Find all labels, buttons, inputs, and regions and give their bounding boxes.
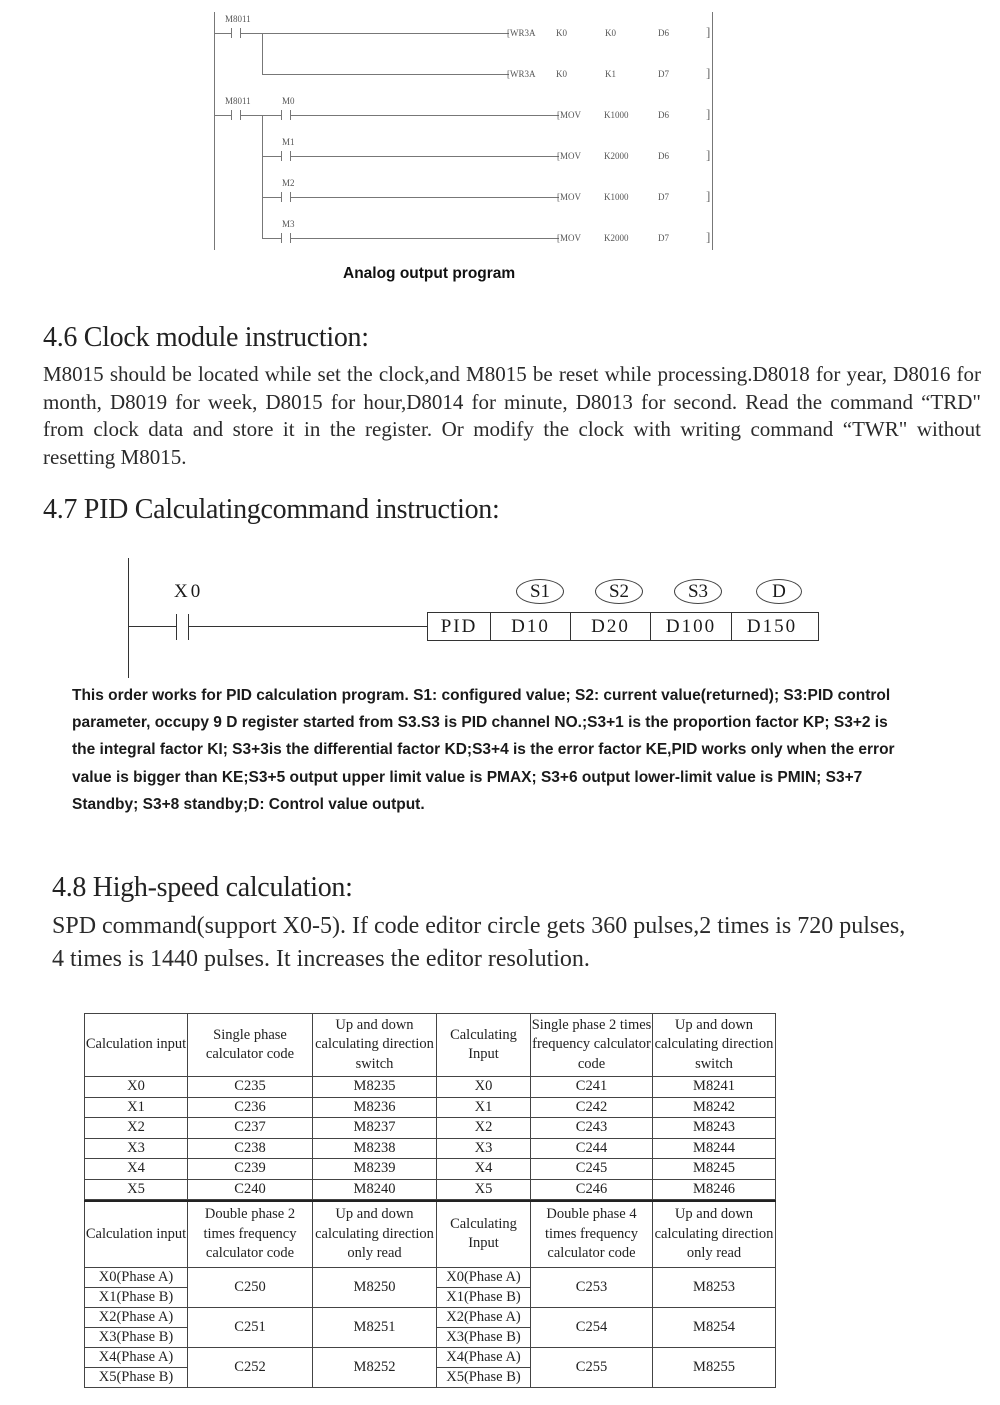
section-body-4-7: This order works for PID calculation program. S1: configured value; S2: current value(returned); S3:PID control parameter, occupy 9 D register started from S3.S3 is PID channel NO.;S3+1 is the proportion factor KP; S3+2 is the integral factor KI; S3+3is the differential factor KD;S3+4 is the error factor KE,PID works only when the error value is bigger than KE;S3+5 output upper limit value is PMAX; S3+6 output lower-limit value is PMIN; S3+7 Standby; S3+8 standby;D: Control value output.	[72, 687, 895, 813]
table-cell: M8240	[313, 1179, 437, 1200]
table-cell: X5	[437, 1179, 531, 1200]
section-body-4-8: SPD command(support X0-5). If code editor circle gets 360 pulses,2 times is 720 pulses, 4 times is 1440 pulses. It increases the editor resolution.	[52, 913, 906, 972]
instruction: [WR3A	[507, 28, 536, 38]
table-cell: C255	[531, 1347, 653, 1387]
figure-caption: Analog output program	[343, 265, 516, 282]
no-contact-icon	[281, 233, 291, 243]
table-cell: X4	[85, 1159, 188, 1180]
section-heading-4-7: 4.7 PID Calculatingcommand instruction:	[43, 494, 500, 525]
contact-label: M2	[282, 178, 295, 188]
rung-wire	[214, 115, 559, 116]
table-cell: M8252	[313, 1347, 437, 1387]
bracket-close-icon: ]	[706, 106, 711, 121]
operand: D7	[658, 69, 669, 79]
rung-wire	[214, 33, 509, 34]
instruction-name: MOV	[560, 151, 582, 161]
instruction-name: MOV	[560, 110, 582, 120]
table-cell: M8241	[653, 1077, 776, 1098]
operand: K0	[556, 69, 567, 79]
instruction: [MOV	[557, 151, 582, 161]
header-cell: Up and down calculating direction switch	[313, 1014, 437, 1077]
table-cell: X3	[85, 1138, 188, 1159]
rung-wire	[262, 238, 559, 239]
table-cell: C238	[188, 1138, 313, 1159]
header-cell: Single phase calculator code	[188, 1014, 313, 1077]
table-header-row	[85, 1201, 776, 1267]
section-heading-4-6: 4.6 Clock module instruction:	[43, 322, 369, 353]
table-cell: C236	[188, 1097, 313, 1118]
table-cell: C251	[188, 1307, 313, 1347]
table-cell: M8246	[653, 1179, 776, 1200]
header-cell: Single phase 2 times frequency calculator code	[531, 1014, 653, 1077]
table-cell: X2(Phase A)	[437, 1307, 531, 1327]
table-row	[85, 1307, 776, 1327]
table-cell: X5(Phase B)	[85, 1367, 188, 1387]
rung-wire	[262, 197, 559, 198]
bracket-close-icon: ]	[706, 65, 711, 80]
operand: K1	[605, 69, 616, 79]
instruction: [MOV	[557, 110, 582, 120]
table-cell: M8250	[313, 1267, 437, 1307]
contact-label: M1	[282, 137, 295, 147]
table-cell: C242	[531, 1097, 653, 1118]
table-cell: M8238	[313, 1138, 437, 1159]
instruction: [WR3A	[507, 69, 536, 79]
pid-cell: D10	[491, 613, 571, 640]
table-cell: X1	[85, 1097, 188, 1118]
operand: K0	[605, 28, 616, 38]
table-cell: X5	[85, 1179, 188, 1200]
table-cell: C250	[188, 1267, 313, 1307]
operand: D7	[658, 233, 669, 243]
header-cell: Double phase 2 times frequency calculator code	[188, 1201, 313, 1267]
instruction-name: WR3A	[510, 28, 536, 38]
branch-wire	[262, 33, 263, 74]
header-cell: Up and down calculating direction only read	[313, 1201, 437, 1267]
table-cell: X0	[437, 1077, 531, 1098]
rung-wire	[262, 156, 559, 157]
table-cell: X1(Phase B)	[437, 1287, 531, 1307]
counter-table-single-phase	[84, 1013, 776, 1200]
operand-label-s2: S2	[595, 579, 643, 604]
header-cell: Calculation input	[85, 1201, 188, 1267]
operand: D6	[658, 110, 669, 120]
pid-cell: D100	[651, 613, 732, 640]
table-cell: M8236	[313, 1097, 437, 1118]
rung-wire	[128, 626, 428, 627]
table-cell: X2	[437, 1118, 531, 1139]
operand: D6	[658, 28, 669, 38]
table-row	[85, 1179, 776, 1200]
instruction-name: MOV	[560, 233, 582, 243]
table-row	[85, 1347, 776, 1367]
no-contact-icon	[281, 192, 291, 202]
bracket-close-icon: ]	[706, 188, 711, 203]
branch-wire	[262, 115, 263, 238]
operand-label-s3: S3	[674, 579, 722, 604]
operand: K1000	[604, 110, 629, 120]
no-contact-icon	[281, 110, 291, 120]
table-cell: M8242	[653, 1097, 776, 1118]
table-header-row	[85, 1014, 776, 1077]
header-cell: Calculation input	[85, 1014, 188, 1077]
table-cell: X4	[437, 1159, 531, 1180]
table-cell: M8243	[653, 1118, 776, 1139]
table-cell: X1	[437, 1097, 531, 1118]
table-row	[85, 1118, 776, 1139]
table-cell: X5(Phase B)	[437, 1367, 531, 1387]
operand: K1000	[604, 192, 629, 202]
operand: K2000	[604, 233, 629, 243]
left-power-rail	[128, 558, 129, 678]
table-cell: X1(Phase B)	[85, 1287, 188, 1307]
table-cell: M8239	[313, 1159, 437, 1180]
table-cell: C253	[531, 1267, 653, 1307]
bracket-close-icon: ]	[706, 147, 711, 162]
table-cell: C241	[531, 1077, 653, 1098]
table-cell: M8253	[653, 1267, 776, 1307]
rung-wire	[262, 74, 509, 75]
table-cell: C235	[188, 1077, 313, 1098]
table-cell: C252	[188, 1347, 313, 1387]
pid-instruction-box	[427, 612, 819, 641]
contact-label: M8011	[225, 14, 251, 24]
operand: D7	[658, 192, 669, 202]
table-cell: X0(Phase A)	[437, 1267, 531, 1287]
instruction-name: WR3A	[510, 69, 536, 79]
table-cell: X0	[85, 1077, 188, 1098]
pid-cell: PID	[428, 613, 491, 640]
header-cell: Up and down calculating direction only read	[653, 1201, 776, 1267]
counter-table-double-phase	[84, 1200, 776, 1388]
operand: K2000	[604, 151, 629, 161]
table-cell: X4(Phase A)	[85, 1347, 188, 1367]
table-cell: C254	[531, 1307, 653, 1347]
contact-label: M8011	[225, 96, 251, 106]
header-cell: Up and down calculating direction switch	[653, 1014, 776, 1077]
table-cell: C246	[531, 1179, 653, 1200]
no-contact-icon	[281, 151, 291, 161]
table-row	[85, 1267, 776, 1287]
table-cell: X3(Phase B)	[437, 1327, 531, 1347]
table-cell: M8251	[313, 1307, 437, 1347]
table-row	[85, 1159, 776, 1180]
table-cell: C239	[188, 1159, 313, 1180]
table-cell: X4(Phase A)	[437, 1347, 531, 1367]
contact-label: X0	[174, 581, 204, 602]
table-cell: M8244	[653, 1138, 776, 1159]
instruction: [MOV	[557, 192, 582, 202]
bracket-close-icon: ]	[706, 24, 711, 39]
table-cell: C244	[531, 1138, 653, 1159]
no-contact-icon	[231, 110, 241, 120]
operand-label-s1: S1	[516, 579, 564, 604]
header-cell: Calculating Input	[437, 1201, 531, 1267]
table-cell: M8237	[313, 1118, 437, 1139]
table-cell: X3	[437, 1138, 531, 1159]
table-row	[85, 1077, 776, 1098]
contact-label: M0	[282, 96, 295, 106]
table-cell: X2(Phase A)	[85, 1307, 188, 1327]
instruction: [MOV	[557, 233, 582, 243]
table-cell: M8255	[653, 1347, 776, 1387]
pid-cell: D150	[746, 615, 798, 637]
table-cell: X0(Phase A)	[85, 1267, 188, 1287]
left-power-rail	[214, 12, 215, 250]
header-cell: Calculating Input	[437, 1014, 531, 1077]
table-cell: C240	[188, 1179, 313, 1200]
table-cell: M8245	[653, 1159, 776, 1180]
operand: K0	[556, 28, 567, 38]
operand: D6	[658, 151, 669, 161]
section-body-4-6: M8015 should be located while set the clock,and M8015 be reset while processing.D8018 for year, D8016 for month, D8019 for week, D8015 for hour,D8014 for minute, D8013 for second. Read the command “TRD" from clock data and store it in the register. Or modify the clock with writing command “TWR" without resetting M8015.	[43, 362, 981, 469]
section-heading-4-8: 4.8 High-speed calculation:	[52, 872, 353, 903]
table-row	[85, 1097, 776, 1118]
no-contact-icon	[176, 614, 189, 640]
operand-label-d: D	[756, 579, 802, 604]
table-cell: C245	[531, 1159, 653, 1180]
table-cell: X3(Phase B)	[85, 1327, 188, 1347]
header-cell: Double phase 4 times frequency calculator code	[531, 1201, 653, 1267]
right-power-rail	[712, 12, 713, 250]
table-cell: C243	[531, 1118, 653, 1139]
pid-cell: D20	[571, 613, 651, 640]
table-cell: M8254	[653, 1307, 776, 1347]
bracket-close-icon: ]	[706, 229, 711, 244]
instruction-name: MOV	[560, 192, 582, 202]
no-contact-icon	[231, 28, 241, 38]
table-cell: M8235	[313, 1077, 437, 1098]
table-cell: C237	[188, 1118, 313, 1139]
table-row	[85, 1138, 776, 1159]
table-cell: X2	[85, 1118, 188, 1139]
contact-label: M3	[282, 219, 295, 229]
